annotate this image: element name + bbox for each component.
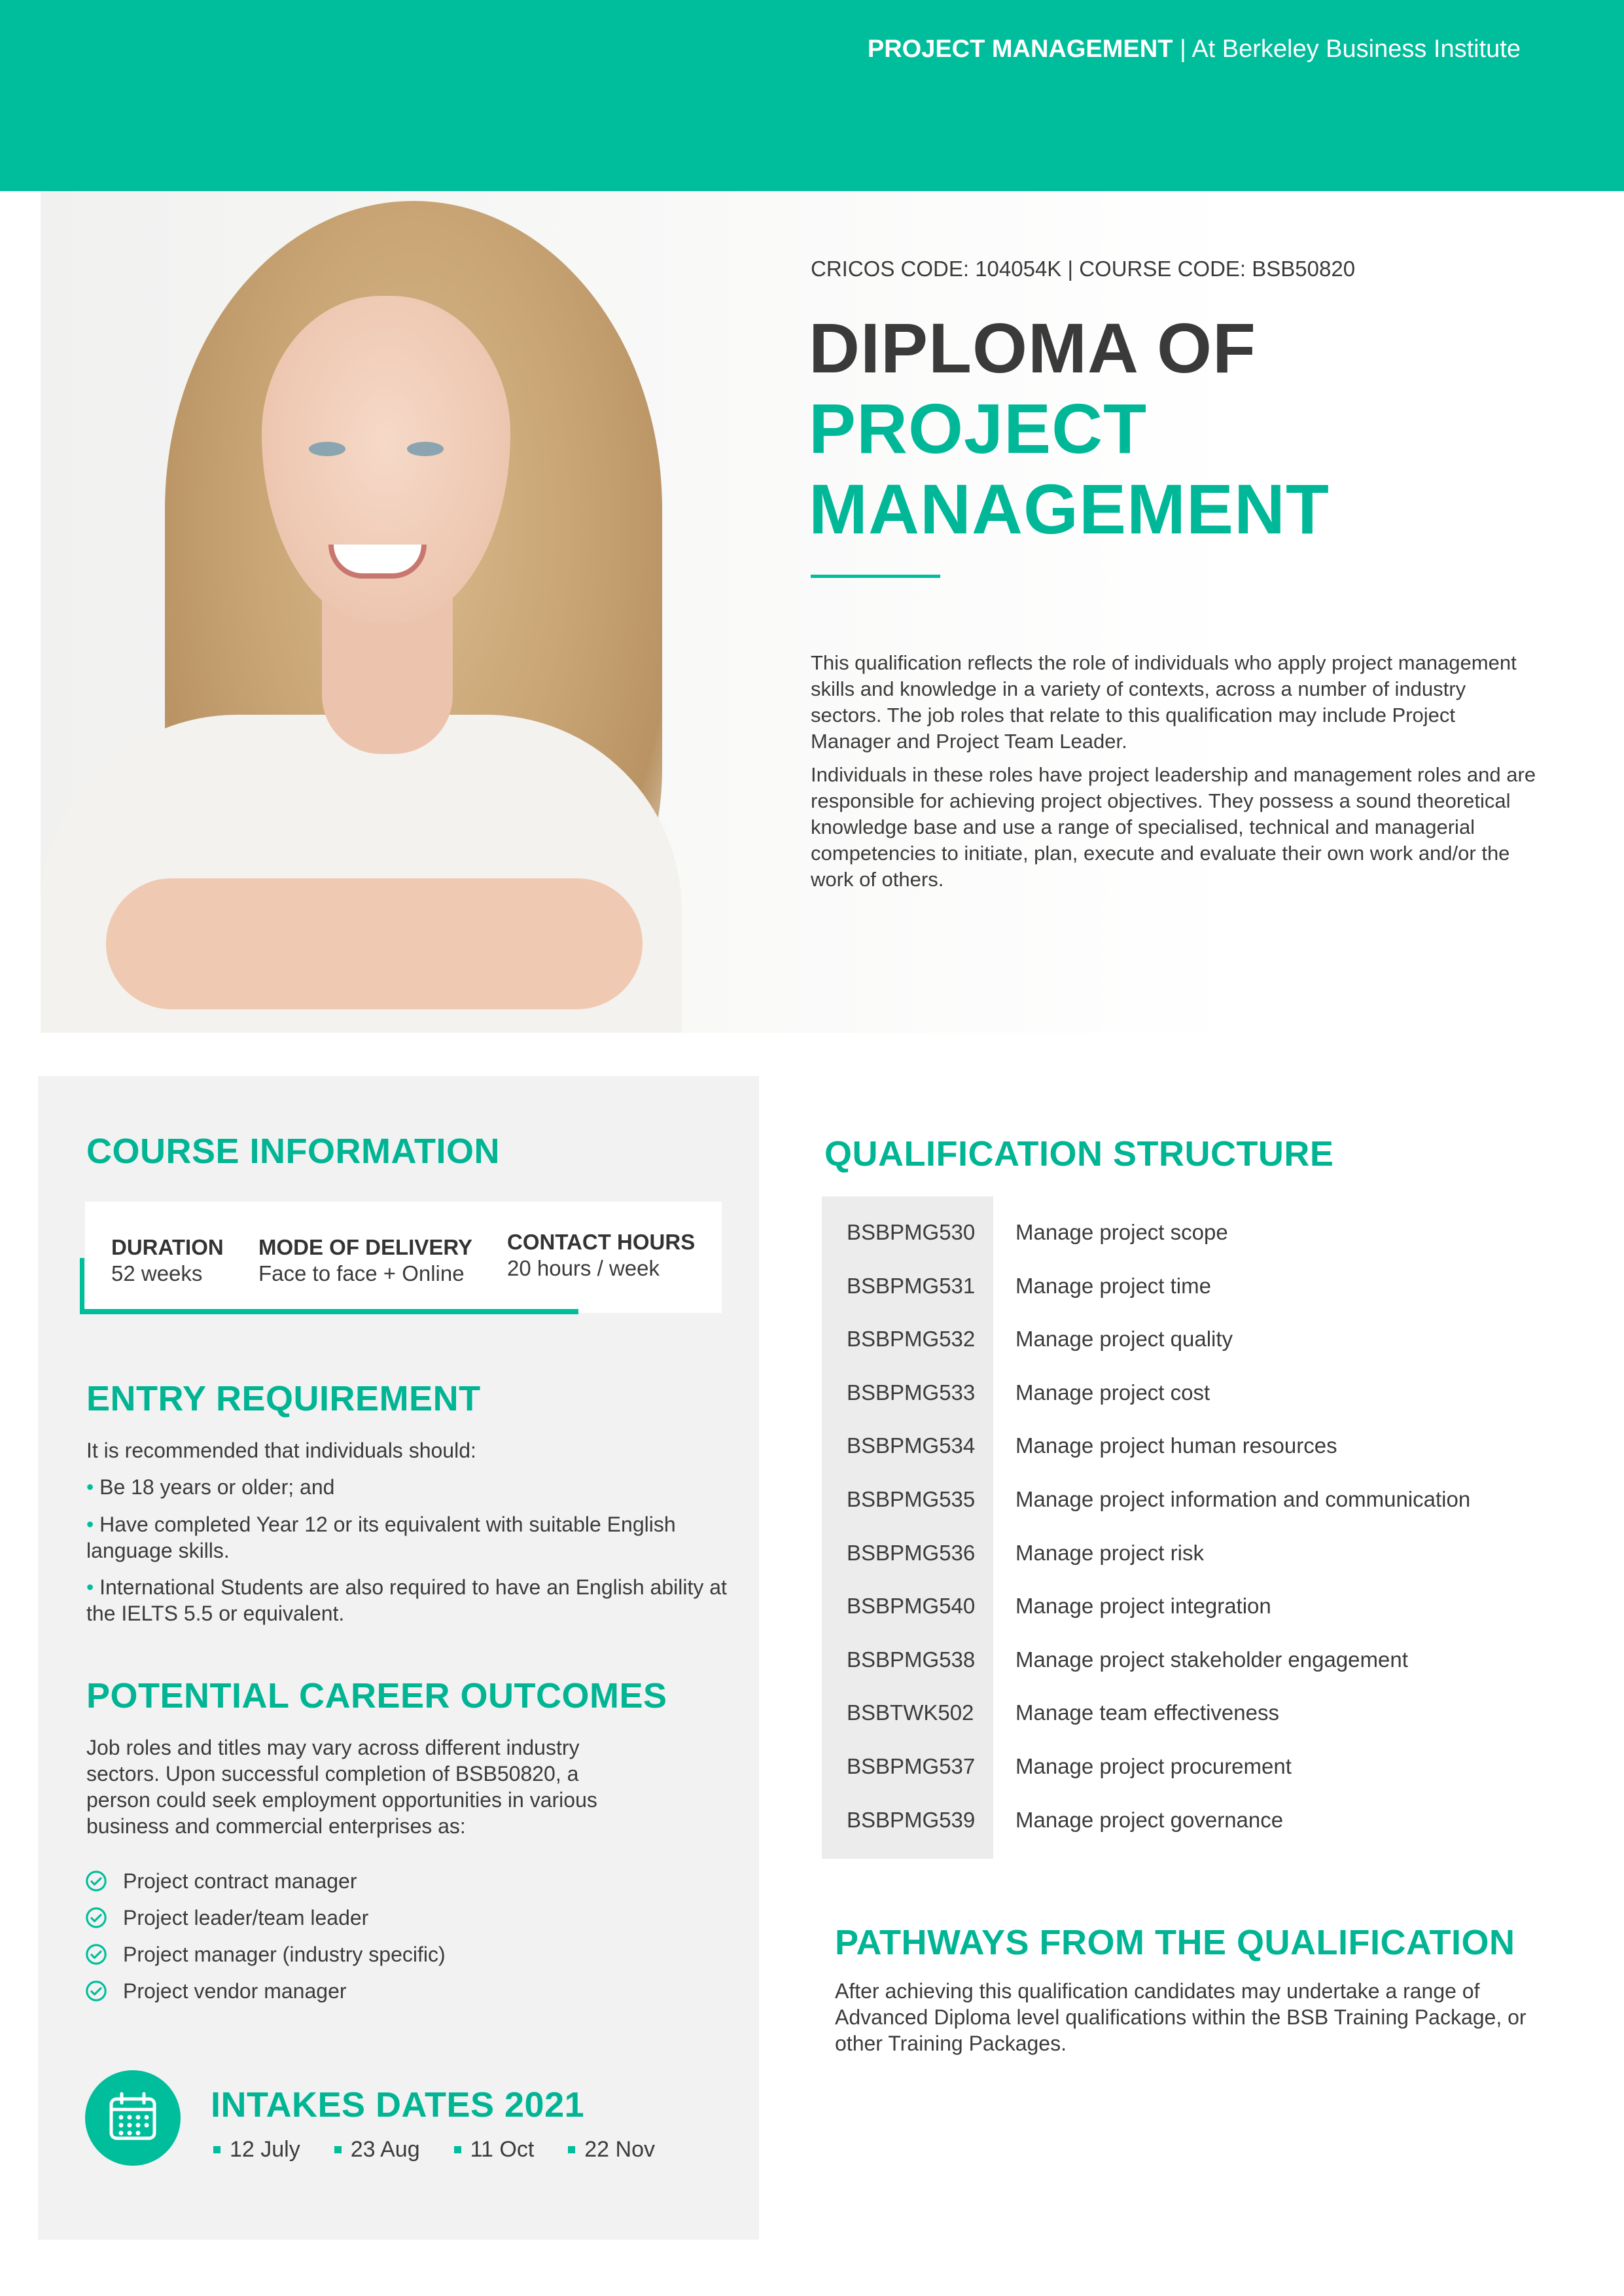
table-row xyxy=(822,1579,1271,1633)
bullet-icon: • xyxy=(86,1513,94,1536)
table-row xyxy=(822,1473,1470,1526)
unit-code: BSBPMG539 xyxy=(847,1808,976,1832)
calendar-badge xyxy=(85,2070,181,2166)
career-item-label: Project manager (industry specific) xyxy=(123,1942,446,1966)
bullet-square-icon xyxy=(568,2146,575,2153)
unit-code: BSBPMG537 xyxy=(847,1754,976,1778)
pathways-heading: PATHWAYS FROM THE QUALIFICATION xyxy=(835,1923,1515,1962)
intake-date: 22 Nov xyxy=(568,2137,655,2162)
info-box-accent-underline xyxy=(80,1309,578,1314)
entry-intro: It is recommended that individuals should: xyxy=(86,1439,476,1462)
intro-paragraph-1: This qualification reflects the role of individuals who apply project management skills and knowledge in a variety of contexts, across a number of industry sectors. The job roles that relate to this qualification may include Project Manager and Project Team Leader. xyxy=(811,651,1517,753)
unit-name: Manage project human resources xyxy=(1015,1433,1337,1458)
header-program: PROJECT MANAGEMENT xyxy=(867,35,1173,63)
page-title xyxy=(809,308,1330,549)
bullet-icon: • xyxy=(86,1475,94,1499)
header-bar xyxy=(0,0,1624,191)
intake-dates-list xyxy=(213,2137,689,2162)
intro-text xyxy=(811,650,1537,893)
career-item-label: Project leader/team leader xyxy=(123,1905,369,1929)
unit-code: BSBPMG532 xyxy=(847,1327,976,1351)
unit-code: BSBPMG530 xyxy=(847,1220,976,1244)
duration-value: 52 weeks xyxy=(111,1261,203,1285)
header-title xyxy=(868,35,1521,63)
intakes-heading: INTAKES DATES 2021 xyxy=(211,2085,585,2125)
unit-name: Manage project information and communication xyxy=(1015,1487,1471,1511)
title-line-2: PROJECT xyxy=(809,389,1148,468)
unit-name: Manage project scope xyxy=(1015,1220,1228,1244)
list-item xyxy=(85,1903,368,1932)
unit-name: Manage project cost xyxy=(1015,1380,1210,1405)
course-info-heading: COURSE INFORMATION xyxy=(86,1132,500,1171)
unit-code: BSBPMG533 xyxy=(847,1380,976,1405)
check-circle-icon xyxy=(85,1870,107,1892)
bullet-square-icon xyxy=(334,2146,342,2153)
unit-code: BSBPMG538 xyxy=(847,1647,976,1672)
unit-code: BSBPMG536 xyxy=(847,1541,976,1565)
unit-code: BSBPMG534 xyxy=(847,1433,976,1458)
delivery-mode-label: MODE OF DELIVERY xyxy=(258,1235,472,1259)
unit-name: Manage project quality xyxy=(1015,1327,1233,1351)
contact-hours-value: 20 hours / week xyxy=(507,1256,660,1280)
entry-item: • Be 18 years or older; and xyxy=(86,1475,335,1499)
table-row xyxy=(822,1793,1283,1847)
intro-paragraph-2: Individuals in these roles have project leadership and management roles and are responsible for achieving project objectives. They possess a sound theoretical knowledge base and use a range of specialised, technical and managerial competencies to initiate, plan, execute and evaluate their own work and/or the work of others. xyxy=(811,763,1536,891)
info-box-accent xyxy=(80,1258,84,1314)
unit-name: Manage project risk xyxy=(1015,1541,1204,1565)
unit-name: Manage project time xyxy=(1015,1274,1211,1298)
check-circle-icon xyxy=(85,1980,107,2002)
unit-name: Manage team effectiveness xyxy=(1015,1700,1279,1725)
duration-label: DURATION xyxy=(111,1235,224,1259)
career-intro: Job roles and titles may vary across different industry sectors. Upon successful completion of BSB50820, a person could seek employment opportunities in various business and commercial enterprises as: xyxy=(86,1736,597,1838)
duration-info xyxy=(111,1234,224,1287)
title-line-1: DIPLOMA OF xyxy=(809,308,1256,387)
entry-requirement-heading: ENTRY REQUIREMENT xyxy=(86,1379,481,1418)
header-institute: At Berkeley Business Institute xyxy=(1192,35,1521,63)
table-row xyxy=(822,1259,1211,1313)
course-codes: CRICOS CODE: 104054K | COURSE CODE: BSB50820 xyxy=(811,257,1356,281)
table-row xyxy=(822,1419,1337,1473)
title-divider xyxy=(811,575,940,578)
unit-code: BSBTWK502 xyxy=(847,1700,974,1725)
table-row xyxy=(822,1740,1292,1793)
unit-code: BSBPMG535 xyxy=(847,1487,976,1511)
intake-date: 11 Oct xyxy=(454,2137,535,2162)
unit-name: Manage project integration xyxy=(1015,1594,1271,1618)
qualification-structure-heading: QUALIFICATION STRUCTURE xyxy=(824,1134,1334,1174)
table-row xyxy=(822,1526,1204,1580)
title-line-3: MANAGEMENT xyxy=(809,469,1330,548)
table-row xyxy=(822,1206,1228,1259)
intake-date: 23 Aug xyxy=(334,2137,420,2162)
table-row xyxy=(822,1633,1408,1687)
career-item-label: Project contract manager xyxy=(123,1869,357,1893)
unit-name: Manage project governance xyxy=(1015,1808,1284,1832)
unit-code: BSBPMG531 xyxy=(847,1274,976,1298)
unit-name: Manage project stakeholder engagement xyxy=(1015,1647,1408,1672)
list-item xyxy=(85,1940,446,1969)
delivery-mode-value: Face to face + Online xyxy=(258,1261,465,1285)
list-item xyxy=(85,1867,357,1895)
unit-name: Manage project procurement xyxy=(1015,1754,1292,1778)
check-circle-icon xyxy=(85,1907,107,1929)
career-outcomes-heading: POTENTIAL CAREER OUTCOMES xyxy=(86,1676,667,1715)
entry-item: • Have completed Year 12 or its equivalent with suitable English language skills. xyxy=(86,1513,676,1562)
table-row xyxy=(822,1686,1279,1740)
unit-code: BSBPMG540 xyxy=(847,1594,976,1618)
bullet-square-icon xyxy=(454,2146,461,2153)
check-circle-icon xyxy=(85,1943,107,1965)
list-item xyxy=(85,1977,347,2005)
bullet-square-icon xyxy=(213,2146,221,2153)
table-row xyxy=(822,1366,1210,1420)
contact-hours-label: CONTACT HOURS xyxy=(507,1230,696,1254)
header-separator: | xyxy=(1173,35,1192,63)
table-row xyxy=(822,1312,1233,1366)
pathways-text: After achieving this qualification candidates may undertake a range of Advanced Diploma level qualifications within the BSB Training Package, or other Training Packages. xyxy=(835,1979,1527,2055)
calendar-icon xyxy=(85,2070,181,2166)
intake-date: 12 July xyxy=(213,2137,300,2162)
entry-item: • International Students are also required to have an English ability at the IELTS 5.5 or equivalent. xyxy=(86,1575,727,1625)
career-item-label: Project vendor manager xyxy=(123,1979,347,2003)
delivery-mode-info xyxy=(258,1234,472,1287)
bullet-icon: • xyxy=(86,1575,94,1599)
contact-hours-info xyxy=(507,1229,695,1282)
